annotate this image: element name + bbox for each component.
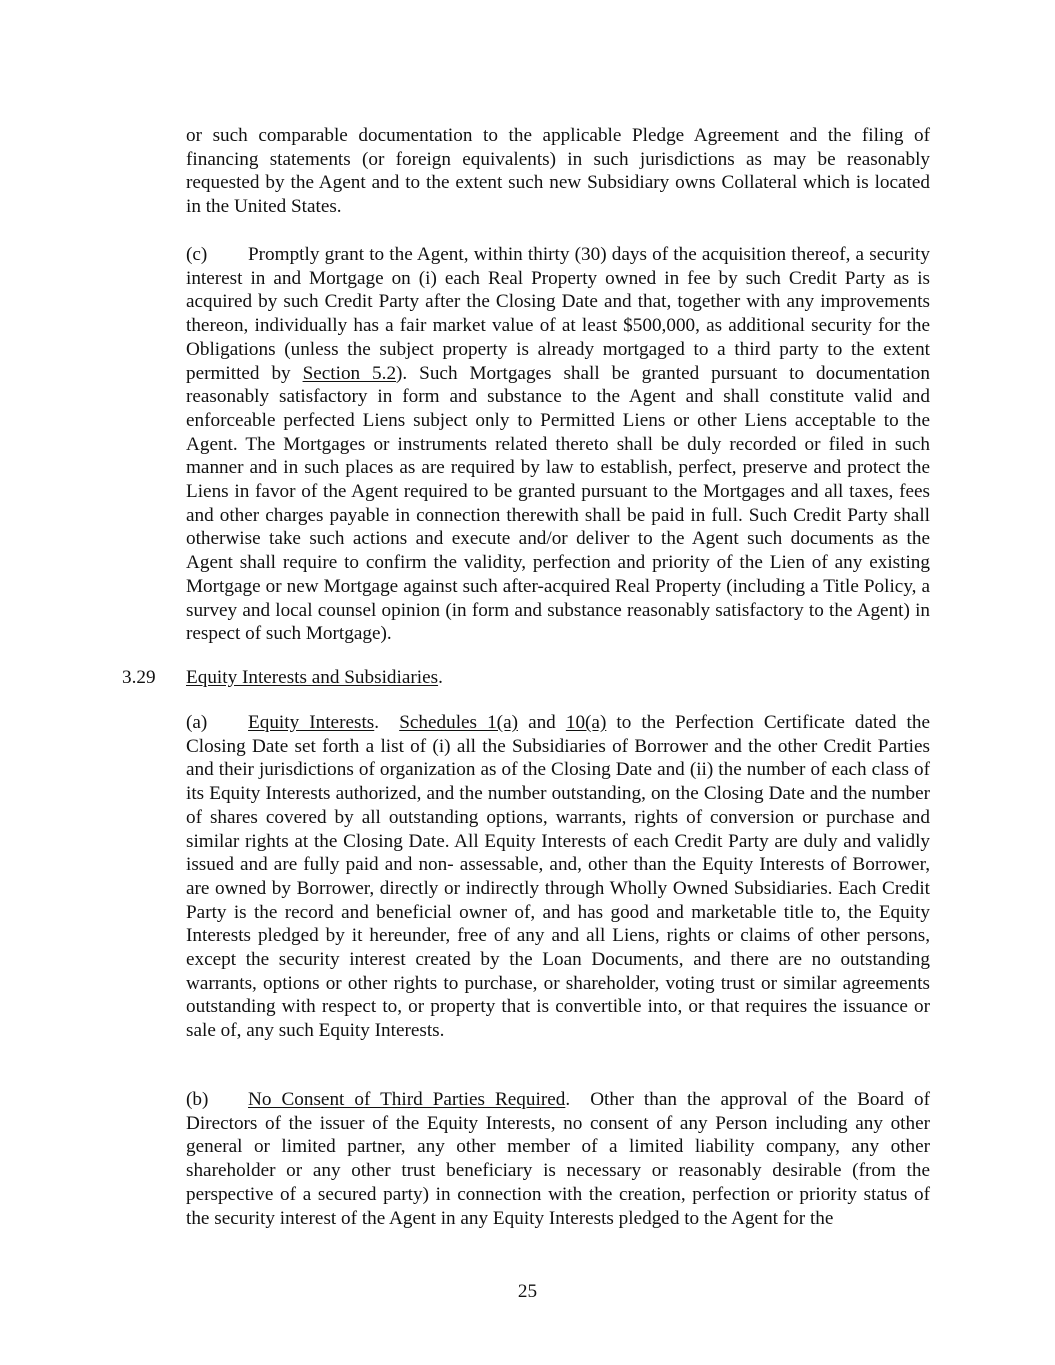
section-5-2-reference: Section 5.2 bbox=[302, 362, 397, 384]
paragraph-c-text-1: Promptly grant to the Agent, within thirty (30) days of the acquisition thereof, a security interest in and Mortgage on (i) each Real Property owned in fee by such Credit Party as is acquired by such Credit Party after the Closing Date and that, together with any improvements thereon, individually has a fair market value of at least $500,000, as additional security for the Obligations (unless the subject property is already mortgaged to a third party to the extent permitted by bbox=[186, 244, 930, 384]
section-title-text: Equity Interests and Subsidiaries bbox=[186, 667, 439, 688]
section-title-suffix: . bbox=[438, 667, 443, 688]
paragraph-b-text: Other than the approval of the Board of Directors of the issuer of the Equity Interests, no consent of any Person including any other general or limited partner, any other member of a limited liability company, any other shareholder or any other trust beneficiary is necessary or reasonably desirable (from the perspective of a secured party) in connection with the creation, perfection or priority status of the security interest of the Agent in any Equity Interests pledged to the Agent for the bbox=[186, 1089, 930, 1229]
section-title bbox=[186, 666, 443, 690]
paragraph-b-heading-suffix: . bbox=[565, 1089, 591, 1110]
paragraph-b-label: (b) bbox=[186, 1089, 209, 1110]
paragraph-b-heading: No Consent of Third Parties Required bbox=[248, 1089, 566, 1110]
schedule-10a-reference: 10(a) bbox=[565, 712, 607, 733]
paragraph-carryover: or such comparable documentation to the applicable Pledge Agreement and the filing of financing statements (or foreign equivalents) in such jurisdictions as may be reasonably requested by the Agent and to the extent such new Subsidiary owns Collateral which is located in the United States. bbox=[186, 125, 930, 218]
paragraph-a bbox=[186, 711, 930, 1043]
paragraph-c-label: (c) bbox=[186, 244, 208, 265]
and-text: and bbox=[517, 712, 566, 733]
paragraph-a-label: (a) bbox=[186, 712, 208, 733]
paragraph-a-text: to the Perfection Certificate dated the Closing Date set forth a list of (i) all the Subsidiaries of Borrower and the other Credit Parties and their jurisdictions of organization as of the Closing Date and (ii) the number of each class of its Equity Interests authorized, and the number outstanding, on the Closing Date and the number of shares covered by all outstanding options, warrants, rights of conversion or purchase and similar rights at the Closing Date. All Equity Interests of each Credit Party are duly and validly issued and are fully paid and non- assessable, and, other than the Equity Interests of Borrower, are owned by Borrower, directly or indirectly through Wholly Owned Subsidiaries. Each Credit Party is the record and beneficial owner of, and has good and marketable title to, the Equity Interests pledged by it hereunder, free of any and all Liens, rights or claims of other persons, except the security interest created by the Loan Documents, and there are no outstanding warrants, options or other rights to purchase, or shareholder, voting trust or similar agreements outstanding with respect to, or property that is convertible into, or that requires the issuance or sale of, any such Equity Interests. bbox=[186, 712, 930, 1042]
section-number: 3.29 bbox=[122, 667, 156, 688]
page-number: 25 bbox=[517, 1281, 538, 1302]
paragraph-a-heading: Equity Interests bbox=[248, 712, 375, 733]
paragraph-b bbox=[186, 1088, 930, 1230]
schedules-reference: Schedules 1(a) bbox=[399, 712, 518, 733]
paragraph-a-heading-suffix: . bbox=[374, 712, 400, 733]
paragraph-c-text-2: ). Such Mortgages shall be granted pursuant to documentation reasonably satisfactory in form and substance to the Agent and shall constitute valid and enforceable perfected Liens subject only to Permitted Liens or other Liens acceptable to the Agent. The Mortgages or instruments related thereto shall be duly recorded or filed in such manner and in such places as are required by law to establish, perfect, preserve and protect the Liens in favor of the Agent required to be granted pursuant to the Mortgages and all taxes, fees and other charges payable in connection therewith shall be paid in full. Such Credit Party shall otherwise take such actions and execute and/or deliver to the Agent such documents as the Agent shall require to confirm the validity, perfection and priority of the Lien of any existing Mortgage or new Mortgage against such after-acquired Real Property (including a Title Policy, a survey and local counsel opinion (in form and substance reasonably satisfactory to the Agent) in respect of such Mortgage). bbox=[186, 362, 930, 645]
paragraph-c bbox=[186, 243, 930, 646]
